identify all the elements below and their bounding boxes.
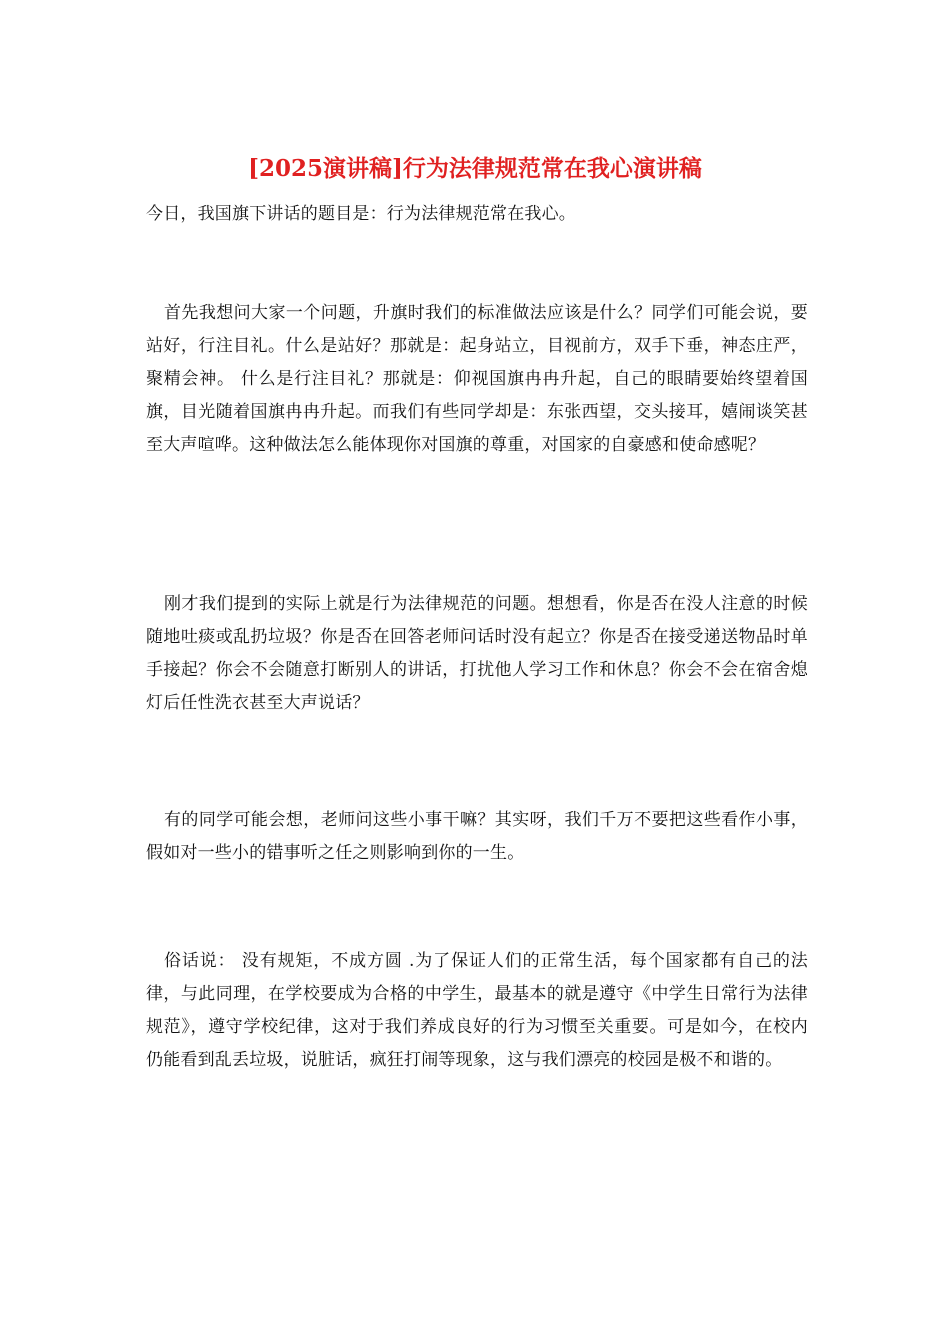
document-title: [2025演讲稿]行为法律规范常在我心演讲稿 — [248, 155, 702, 182]
paragraph-flag-raising: 首先我想问大家一个问题，升旗时我们的标准做法应该是什么？同学们可能会说，要站好，行注目礼。什么是站好？那就是：起身站立，目视前方，双手下垂，神态庄严，聚精会神。 什么是行注目礼？那就是：仰视国旗冉冉升起，自己的眼睛要始终望着国旗，目光随着国旗冉冉升起。而我们有些同学却是：东张西望，交头接耳，嬉闹谈笑甚至大声喧哗。这种做法怎么能体现你对国旗的尊重，对国家的自豪感和使命感呢？ — [146, 303, 808, 455]
paragraph-behavior-questions: 刚才我们提到的实际上就是行为法律规范的问题。想想看，你是否在没人注意的时候随地吐痰或乱扔垃圾？你是否在回答老师问话时没有起立？你是否在接受递送物品时单手接起？你会不会随意打断别人的讲话，打扰他人学习工作和休息？你会不会在宿舍熄灯后任性洗衣甚至大声说话？ — [146, 594, 808, 713]
paragraph-intro: 今日，我国旗下讲话的题目是：行为法律规范常在我心。 — [146, 204, 576, 224]
paragraph-rules: 俗话说： 没有规矩，不成方圆 .为了保证人们的正常生活，每个国家都有自己的法律，与此同理，在学校要成为合格的中学生，最基本的就是遵守《中学生日常行为法律规范》，遵守学校纪律，这对于我们养成良好的行为习惯至关重要。可是如今，在校内仍能看到乱丢垃圾，说脏话，疯狂打闹等现象，这与我们漂亮的校园是极不和谐的。 — [146, 951, 808, 1070]
paragraph-small-things: 有的同学可能会想，老师问这些小事干嘛？其实呀，我们千万不要把这些看作小事，假如对一些小的错事听之任之则影响到你的一生。 — [146, 810, 808, 863]
